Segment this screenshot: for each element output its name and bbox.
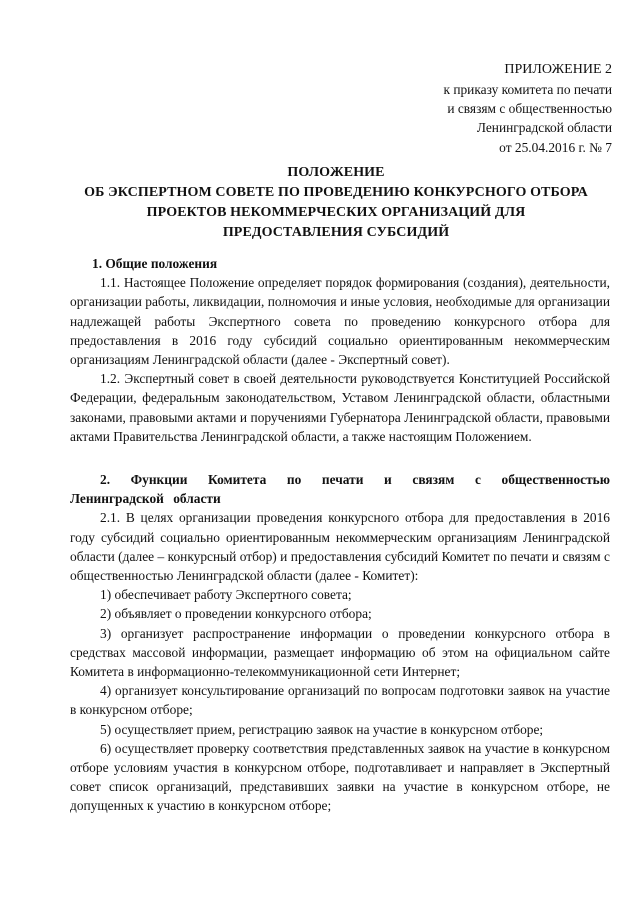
appendix-title: ПРИЛОЖЕНИЕ 2 [504,62,612,77]
section-gap [70,446,610,464]
list-item: 3) организует распространение информации о проведении конкурсного отбора в средствах массовой информации, размещает информацию об этом на официальном сайте Комитета в информационно-телекоммуникационной сети Интернет; [70,625,610,680]
list-item: 1) обеспечивает работу Экспертного совета; [100,587,352,603]
paragraph-2-1: 2.1. В целях организации проведения конкурсного отбора для предоставления в 2016 году субсидий социально ориентированным некоммерческим организациям Ленинградской области (далее – конкурсный отбор) и предоставления субсидий Комитет по печати и связям с общественностью Ленинградской области (далее - Комитет): [70,510,610,584]
heading-line: ПОЛОЖЕНИЕ [287,165,385,180]
section-2-title: 2. Функции Комитета по печати и связям с общественностью Ленинградской области [70,472,610,507]
document-body [70,254,610,816]
heading-line: ОБ ЭКСПЕРТНОМ СОВЕТЕ ПО ПРОВЕДЕНИЮ КОНКУРСНОГО ОТБОРА [84,185,588,200]
list-item: 6) осуществляет проверку соответствия представленных заявок на участие в конкурсном отборе условиям участия в конкурсном отборе, подготавливает и направляет в Экспертный совет список организаций, представивших заявки на участие в конкурсном отборе, не допущенных к участию в конкурсном отборе; [70,740,610,814]
appendix-date: от 25.04.2016 г. № 7 [499,139,612,155]
appendix-block [372,60,612,157]
appendix-line: и связям с общественностью [447,101,612,117]
list-item: 5) осуществляет прием, регистрацию заявок на участие в конкурсном отборе; [100,721,544,737]
list-item: 2) объявляет о проведении конкурсного отбора; [100,606,372,622]
paragraph-1-1: 1.1. Настоящее Положение определяет порядок формирования (создания), деятельности, организации работы, ликвидации, полномочия и иные условия, необходимые для организации надлежащей работы Экспертного совета по проведению конкурсного отбора для предоставления в 2016 году субсидий социально ориентированным некоммерческим организациям Ленинградской области (далее - Экспертный совет). [70,275,610,368]
appendix-line: Ленинградской области [476,120,612,136]
heading-line: ПРЕДОСТАВЛЕНИЯ СУБСИДИЙ [222,225,450,240]
heading-line: ПРОЕКТОВ НЕКОММЕРЧЕСКИХ ОРГАНИЗАЦИЙ ДЛЯ [146,205,526,220]
paragraph-1-2: 1.2. Экспертный совет в своей деятельности руководствуется Конституцией Российской Федерации, федеральным законодательством, Уставом Ленинградской области, областными законами, правовыми актами и поручениями Губернатора Ленинградской области, правовыми актами Правительства Ленинградской области, а также настоящим Положением. [70,371,610,444]
document-heading [60,163,612,243]
appendix-line: к приказу комитета по печати [443,82,612,97]
section-1-title: 1. Общие положения [92,256,218,271]
list-item: 4) организует консультирование организаций по вопросам подготовки заявок на участие в конкурсном отборе; [70,683,610,718]
